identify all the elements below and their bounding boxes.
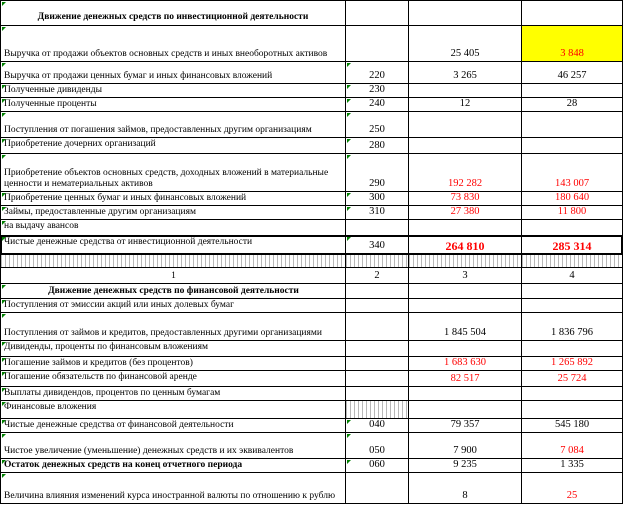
row-label: Движение денежных средств по финансовой деятельности <box>48 286 299 296</box>
row-label-cell[interactable] <box>0 138 346 154</box>
value-col4: 46 257 <box>557 70 587 81</box>
cell-indicator-icon <box>347 237 351 241</box>
value-col4: 25 <box>566 490 578 501</box>
cell-indicator-icon <box>2 474 6 478</box>
row-code: 050 <box>369 445 385 456</box>
cell-indicator-icon <box>2 139 6 143</box>
value-cell-col3[interactable] <box>409 84 522 98</box>
code-cell[interactable] <box>346 284 409 299</box>
value-col4: 25 724 <box>557 373 587 384</box>
value-cell-col3[interactable] <box>409 313 522 341</box>
cell-indicator-icon <box>347 420 351 424</box>
table-row <box>0 419 623 433</box>
value-cell-col4[interactable] <box>522 313 623 341</box>
row-label: Приобретение дочерних организаций <box>4 139 156 149</box>
value-cell-col3[interactable] <box>409 371 522 387</box>
row-label: Финансовые вложения <box>4 402 97 412</box>
cell-indicator-icon <box>347 85 351 89</box>
row-label: Остаток денежных средств на конец отчетного периода <box>4 460 243 470</box>
row-label: Поступления от займов и кредитов, предоставленных другими организациями <box>4 328 322 338</box>
table-row <box>0 112 623 138</box>
row-label: на выдачу авансов <box>4 221 79 231</box>
value-col3: 3 <box>462 270 468 281</box>
cell-indicator-icon <box>2 99 6 103</box>
value-col3: 27 380 <box>450 206 480 217</box>
value-col4: 3 848 <box>560 48 584 59</box>
code-cell[interactable] <box>346 0 409 26</box>
row-label-cell[interactable] <box>0 0 346 26</box>
cell-indicator-icon <box>2 27 6 31</box>
row-label-cell[interactable] <box>0 26 346 62</box>
code-cell[interactable] <box>346 26 409 62</box>
row-label-cell[interactable] <box>0 236 346 254</box>
table-row <box>0 26 623 62</box>
value-cell-col4[interactable] <box>522 299 623 313</box>
cell-indicator-icon <box>2 388 6 392</box>
value-cell-col4[interactable] <box>522 26 623 62</box>
code-cell[interactable] <box>346 371 409 387</box>
cell-indicator-icon <box>347 460 351 464</box>
table-row <box>0 98 623 112</box>
row-label: 1 <box>171 271 176 281</box>
row-label: Погашение обязательств по финансовой аренде <box>4 372 197 382</box>
row-label: Чистые денежные средства от инвестиционной деятельности <box>4 237 253 247</box>
row-label: Поступления от погашения займов, предоставленных другим организациям <box>4 125 312 135</box>
row-label: Полученные дивиденды <box>4 85 102 95</box>
value-cell-col3[interactable] <box>409 254 522 268</box>
value-col3: 3 265 <box>453 70 477 81</box>
row-label: Выплаты дивидендов, процентов по ценным бумагам <box>4 388 221 398</box>
table-row <box>0 192 623 206</box>
value-cell-col4[interactable] <box>522 341 623 357</box>
row-code: 040 <box>369 419 385 430</box>
row-label: Дивиденды, проценты по финансовым вложениям <box>4 342 208 352</box>
value-col3: 264 810 <box>445 239 485 253</box>
cell-indicator-icon <box>2 300 6 304</box>
cell-indicator-icon <box>2 113 6 117</box>
cell-indicator-icon <box>347 193 351 197</box>
row-label-cell[interactable] <box>0 459 346 473</box>
value-col3: 192 282 <box>447 178 483 189</box>
cell-indicator-icon <box>347 434 351 438</box>
row-label-cell[interactable] <box>0 192 346 206</box>
value-cell-col4[interactable] <box>522 473 623 504</box>
code-cell[interactable] <box>346 192 409 206</box>
value-cell-col3[interactable] <box>409 62 522 84</box>
row-code: 310 <box>369 206 385 217</box>
value-cell-col4[interactable] <box>522 387 623 401</box>
table-row <box>0 236 623 254</box>
row-label-cell[interactable] <box>0 401 346 419</box>
value-cell-col4[interactable] <box>522 284 623 299</box>
cell-indicator-icon <box>2 63 6 67</box>
value-cell-col4[interactable] <box>522 371 623 387</box>
value-cell-col4[interactable] <box>522 459 623 473</box>
cell-indicator-icon <box>2 155 6 159</box>
row-label: Величина влияния изменений курса иностранной валюты по отношению к рублю <box>4 491 336 501</box>
value-cell-col3[interactable] <box>409 206 522 220</box>
value-cell-col3[interactable] <box>409 299 522 313</box>
value-cell-col3[interactable] <box>409 433 522 459</box>
value-cell-col3[interactable] <box>409 268 522 284</box>
cell-indicator-icon <box>2 402 6 406</box>
cell-indicator-icon <box>2 85 6 89</box>
value-cell-col4[interactable] <box>522 192 623 206</box>
row-label: Погашение займов и кредитов (без процентов) <box>4 358 193 368</box>
row-label: Приобретение объектов основных средств, доходных вложений в материальные ценности и нематериальных активов <box>4 168 329 189</box>
value-cell-col3[interactable] <box>409 192 522 206</box>
cell-indicator-icon <box>2 460 6 464</box>
value-cell-col3[interactable] <box>409 236 522 254</box>
row-label-cell[interactable] <box>0 357 346 371</box>
row-label-cell[interactable] <box>0 154 346 192</box>
table-row <box>0 433 623 459</box>
table-row <box>0 371 623 387</box>
value-cell-col3[interactable] <box>409 26 522 62</box>
row-label: Полученные проценты <box>4 99 97 109</box>
value-cell-col3[interactable] <box>409 473 522 504</box>
cell-indicator-icon <box>2 207 6 211</box>
row-code: 230 <box>369 84 385 95</box>
cell-indicator-icon <box>347 207 351 211</box>
code-cell[interactable] <box>346 433 409 459</box>
value-cell-col3[interactable] <box>409 0 522 26</box>
row-label: Чистое увеличение (уменьшение) денежных средств и их эквивалентов <box>4 446 294 456</box>
code-cell[interactable] <box>346 419 409 433</box>
cell-indicator-icon <box>2 221 6 225</box>
code-cell[interactable] <box>346 154 409 192</box>
value-col3: 73 830 <box>450 192 480 203</box>
table-row <box>0 206 623 220</box>
value-col3: 25 405 <box>450 48 480 59</box>
table-row <box>0 341 623 357</box>
value-cell-col4[interactable] <box>522 236 623 254</box>
value-cell-col4[interactable] <box>522 0 623 26</box>
code-cell[interactable] <box>346 112 409 138</box>
table-row <box>0 0 623 26</box>
table-row <box>0 284 623 299</box>
value-col4: 11 800 <box>557 206 587 217</box>
code-cell[interactable] <box>346 473 409 504</box>
value-col4: 1 335 <box>560 459 584 470</box>
table-row <box>0 299 623 313</box>
table-row <box>0 473 623 504</box>
table-row <box>0 357 623 371</box>
value-col4: 545 180 <box>554 419 590 430</box>
row-code: 060 <box>369 459 385 470</box>
table-row <box>0 138 623 154</box>
row-code: 300 <box>369 192 385 203</box>
table-row <box>0 459 623 473</box>
row-label-cell[interactable] <box>0 84 346 98</box>
row-code: 280 <box>369 140 385 151</box>
value-cell-col3[interactable] <box>409 341 522 357</box>
value-cell-col4[interactable] <box>522 268 623 284</box>
value-cell-col4[interactable] <box>522 357 623 371</box>
code-cell[interactable] <box>346 459 409 473</box>
code-cell[interactable] <box>346 206 409 220</box>
code-cell[interactable] <box>346 268 409 284</box>
value-cell-col3[interactable] <box>409 419 522 433</box>
value-col4: 7 084 <box>560 445 584 456</box>
row-label: Чистые денежные средства от финансовой деятельности <box>4 420 234 430</box>
row-label-cell[interactable] <box>0 206 346 220</box>
cell-indicator-icon <box>2 237 6 241</box>
table-row <box>0 401 623 419</box>
row-label-cell[interactable] <box>0 313 346 341</box>
value-cell-col3[interactable] <box>409 459 522 473</box>
row-label-cell[interactable] <box>0 371 346 387</box>
code-cell[interactable] <box>346 401 409 419</box>
row-code: 240 <box>369 98 385 109</box>
value-col3: 7 900 <box>453 445 477 456</box>
table-row <box>0 254 623 268</box>
row-code: 340 <box>369 240 385 251</box>
table-row <box>0 84 623 98</box>
value-col3: 82 517 <box>450 373 480 384</box>
row-label: Приобретение ценных бумаг и иных финансовых вложений <box>4 193 247 203</box>
row-label-cell[interactable] <box>0 62 346 84</box>
value-cell-col3[interactable] <box>409 357 522 371</box>
row-label: Выручка от продажи объектов основных средств и иных внеоборотных активов <box>4 49 328 59</box>
value-cell-col3[interactable] <box>409 112 522 138</box>
code-cell[interactable] <box>346 357 409 371</box>
value-col4: 1 265 892 <box>551 357 593 368</box>
value-col4: 180 640 <box>554 192 590 203</box>
cell-indicator-icon <box>2 358 6 362</box>
value-cell-col4[interactable] <box>522 154 623 192</box>
code-cell[interactable] <box>346 387 409 401</box>
table-row <box>0 220 623 236</box>
row-code: 220 <box>369 70 385 81</box>
cell-indicator-icon <box>2 314 6 318</box>
row-label-cell[interactable] <box>0 387 346 401</box>
value-cell-col4[interactable] <box>522 98 623 112</box>
value-col4: 285 314 <box>552 239 592 253</box>
value-col3: 1 683 630 <box>444 357 486 368</box>
table-row <box>0 62 623 84</box>
cell-indicator-icon <box>2 2 6 6</box>
row-label: Займы, предоставленные другим организациям <box>4 207 196 217</box>
table-row <box>0 268 623 284</box>
row-label-cell[interactable] <box>0 112 346 138</box>
value-cell-col4[interactable] <box>522 254 623 268</box>
row-label-cell[interactable] <box>0 473 346 504</box>
value-cell-col4[interactable] <box>522 433 623 459</box>
value-cell-col4[interactable] <box>522 419 623 433</box>
cell-indicator-icon <box>2 193 6 197</box>
row-label-cell[interactable] <box>0 284 346 299</box>
value-col4: 1 836 796 <box>551 327 593 338</box>
row-code: 250 <box>369 124 385 135</box>
value-col3: 9 235 <box>453 459 477 470</box>
value-cell-col3[interactable] <box>409 401 522 419</box>
row-label-cell[interactable] <box>0 254 346 268</box>
cell-indicator-icon <box>347 113 351 117</box>
row-label-cell[interactable] <box>0 98 346 112</box>
value-col3: 8 <box>462 490 468 501</box>
row-label-cell[interactable] <box>0 268 346 284</box>
value-cell-col4[interactable] <box>522 62 623 84</box>
cell-indicator-icon <box>347 63 351 67</box>
code-cell[interactable] <box>346 341 409 357</box>
row-code: 290 <box>369 178 385 189</box>
value-cell-col4[interactable] <box>522 206 623 220</box>
row-label: Движение денежных средств по инвестиционной деятельности <box>37 12 309 22</box>
code-cell[interactable] <box>346 313 409 341</box>
value-col3: 12 <box>459 98 471 109</box>
value-cell-col4[interactable] <box>522 84 623 98</box>
code-cell[interactable] <box>346 236 409 254</box>
value-col3: 79 357 <box>450 419 480 430</box>
value-col4: 143 007 <box>554 178 590 189</box>
cell-indicator-icon <box>347 99 351 103</box>
code-cell[interactable] <box>346 62 409 84</box>
code-cell[interactable] <box>346 138 409 154</box>
value-cell-col3[interactable] <box>409 387 522 401</box>
value-cell-col3[interactable] <box>409 220 522 236</box>
value-cell-col3[interactable] <box>409 138 522 154</box>
value-cell-col4[interactable] <box>522 112 623 138</box>
value-cell-col4[interactable] <box>522 138 623 154</box>
row-label-cell[interactable] <box>0 299 346 313</box>
cell-indicator-icon <box>2 285 6 289</box>
row-label-cell[interactable] <box>0 341 346 357</box>
code-cell[interactable] <box>346 98 409 112</box>
value-col3: 1 845 504 <box>444 327 486 338</box>
value-cell-col3[interactable] <box>409 284 522 299</box>
table-row <box>0 313 623 341</box>
row-label-cell[interactable] <box>0 220 346 236</box>
row-label-cell[interactable] <box>0 433 346 459</box>
code-cell[interactable] <box>346 254 409 268</box>
cell-indicator-icon <box>347 139 351 143</box>
row-code: 2 <box>374 270 380 281</box>
cell-indicator-icon <box>2 420 6 424</box>
table-row <box>0 387 623 401</box>
code-cell[interactable] <box>346 220 409 236</box>
row-label: Выручка от продажи ценных бумаг и иных финансовых вложений <box>4 71 273 81</box>
cell-indicator-icon <box>2 434 6 438</box>
value-col4: 4 <box>569 270 575 281</box>
value-col4: 28 <box>566 98 578 109</box>
cell-indicator-icon <box>347 155 351 159</box>
value-cell-col4[interactable] <box>522 401 623 419</box>
value-cell-col3[interactable] <box>409 98 522 112</box>
row-label: Поступления от эмиссии акций или иных долевых бумаг <box>4 300 234 310</box>
cell-indicator-icon <box>2 372 6 376</box>
value-cell-col3[interactable] <box>409 154 522 192</box>
code-cell[interactable] <box>346 299 409 313</box>
value-cell-col4[interactable] <box>522 220 623 236</box>
code-cell[interactable] <box>346 84 409 98</box>
cell-indicator-icon <box>2 342 6 346</box>
table-row <box>0 154 623 192</box>
row-label-cell[interactable] <box>0 419 346 433</box>
